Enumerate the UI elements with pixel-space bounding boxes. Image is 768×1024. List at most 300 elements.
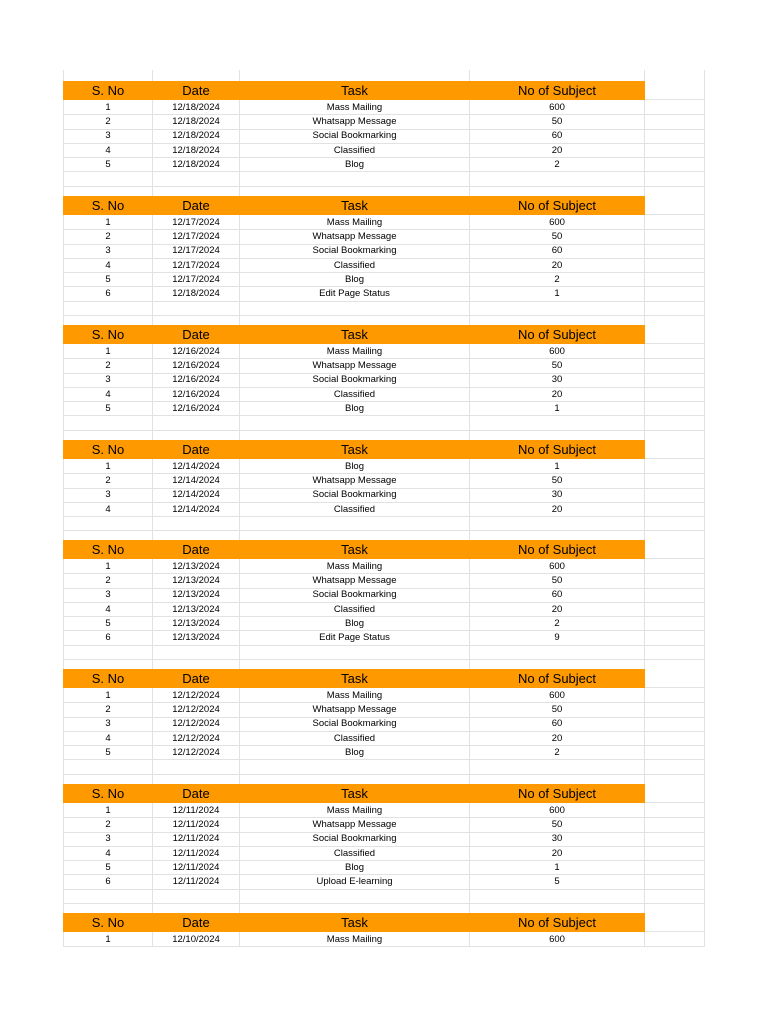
cell-subjects: 60: [470, 717, 645, 731]
cell-subjects: 600: [470, 803, 645, 817]
header-sno: S. No: [63, 669, 153, 688]
empty-cell: [645, 516, 705, 530]
empty-cell: [645, 172, 705, 186]
table-row: [63, 702, 705, 717]
header-task: Task: [240, 784, 470, 803]
empty-cell: [470, 889, 645, 903]
cell-sno: 3: [63, 129, 153, 143]
empty-cell: [645, 573, 705, 587]
header-sno: S. No: [63, 81, 153, 100]
empty-cell: [240, 430, 470, 440]
cell-subjects: 5: [470, 875, 645, 889]
empty-cell: [645, 488, 705, 502]
empty-cell: [645, 81, 705, 100]
empty-cell: [645, 186, 705, 196]
empty-cell: [645, 803, 705, 817]
spacer-row: [63, 645, 705, 660]
empty-cell: [645, 459, 705, 473]
empty-cell: [645, 688, 705, 702]
header-subjects: No of Subject: [470, 325, 645, 344]
header-task: Task: [240, 196, 470, 215]
header-date: Date: [153, 81, 240, 100]
table-row: [63, 488, 705, 503]
table-row: [63, 631, 705, 646]
empty-cell: [645, 143, 705, 157]
cell-task: Mass Mailing: [240, 100, 470, 114]
empty-cell: [645, 196, 705, 215]
cell-task: Social Bookmarking: [240, 832, 470, 846]
cell-subjects: 50: [470, 358, 645, 372]
empty-cell: [645, 559, 705, 573]
cell-date: 12/11/2024: [153, 803, 240, 817]
spacer-row: [63, 889, 705, 904]
empty-cell: [645, 301, 705, 315]
header-subjects: No of Subject: [470, 784, 645, 803]
table-row: [63, 717, 705, 732]
table-row: [63, 573, 705, 588]
cell-sno: 2: [63, 702, 153, 716]
cell-date: 12/12/2024: [153, 688, 240, 702]
empty-cell: [645, 229, 705, 243]
cell-sno: 1: [63, 688, 153, 702]
empty-cell: [645, 114, 705, 128]
empty-cell: [63, 516, 153, 530]
empty-cell: [645, 645, 705, 659]
empty-cell: [645, 631, 705, 645]
empty-cell: [645, 287, 705, 301]
empty-cell: [470, 186, 645, 196]
empty-cell: [240, 416, 470, 430]
empty-cell: [645, 473, 705, 487]
cell-subjects: 600: [470, 344, 645, 358]
table-row: [63, 114, 705, 129]
cell-sno: 5: [63, 745, 153, 759]
cell-date: 12/13/2024: [153, 588, 240, 602]
cell-task: Whatsapp Message: [240, 358, 470, 372]
cell-task: Edit Page Status: [240, 631, 470, 645]
cell-task: Upload E-learning: [240, 875, 470, 889]
cell-subjects: 20: [470, 258, 645, 272]
empty-cell: [645, 358, 705, 372]
header-subjects: No of Subject: [470, 913, 645, 932]
cell-task: Classified: [240, 502, 470, 516]
cell-task: Blog: [240, 157, 470, 171]
table-row: [63, 401, 705, 416]
cell-sno: 6: [63, 875, 153, 889]
cell-date: 12/11/2024: [153, 860, 240, 874]
table-row: [63, 229, 705, 244]
empty-cell: [240, 659, 470, 669]
empty-cell: [645, 774, 705, 784]
spacer-row: [63, 416, 705, 431]
cell-task: Mass Mailing: [240, 688, 470, 702]
empty-cell: [645, 373, 705, 387]
table-row: [63, 244, 705, 259]
header-date: Date: [153, 784, 240, 803]
empty-cell: [645, 659, 705, 669]
empty-cell: [645, 913, 705, 932]
empty-cell: [63, 70, 153, 81]
cell-sno: 5: [63, 157, 153, 171]
table-row: [63, 473, 705, 488]
empty-cell: [645, 129, 705, 143]
empty-cell: [63, 531, 153, 541]
table-row: [63, 215, 705, 230]
cell-subjects: 20: [470, 731, 645, 745]
cell-sno: 2: [63, 817, 153, 831]
empty-cell: [645, 760, 705, 774]
spacer-row: [63, 301, 705, 316]
cell-subjects: 20: [470, 387, 645, 401]
empty-cell: [63, 315, 153, 325]
cell-date: 12/17/2024: [153, 229, 240, 243]
empty-cell: [63, 301, 153, 315]
cell-subjects: 30: [470, 373, 645, 387]
cell-subjects: 50: [470, 473, 645, 487]
header-task: Task: [240, 440, 470, 459]
empty-cell: [645, 903, 705, 913]
cell-sno: 4: [63, 387, 153, 401]
header-subjects: No of Subject: [470, 440, 645, 459]
empty-cell: [645, 784, 705, 803]
empty-cell: [645, 315, 705, 325]
empty-cell: [153, 659, 240, 669]
table-row: [63, 875, 705, 890]
empty-cell: [470, 516, 645, 530]
cell-sno: 1: [63, 559, 153, 573]
cell-sno: 4: [63, 602, 153, 616]
empty-cell: [470, 301, 645, 315]
empty-cell: [240, 774, 470, 784]
empty-cell: [63, 659, 153, 669]
empty-cell: [645, 344, 705, 358]
table-row: [63, 817, 705, 832]
cell-task: Blog: [240, 860, 470, 874]
empty-cell: [63, 889, 153, 903]
cell-task: Social Bookmarking: [240, 373, 470, 387]
header-sno: S. No: [63, 540, 153, 559]
cell-date: 12/16/2024: [153, 387, 240, 401]
cell-task: Edit Page Status: [240, 287, 470, 301]
empty-cell: [645, 616, 705, 630]
table-row: [63, 688, 705, 703]
empty-cell: [63, 172, 153, 186]
empty-cell: [645, 588, 705, 602]
empty-cell: [645, 846, 705, 860]
table-row: [63, 387, 705, 402]
empty-cell: [63, 430, 153, 440]
header-subjects: No of Subject: [470, 196, 645, 215]
cell-subjects: 2: [470, 157, 645, 171]
empty-cell: [470, 172, 645, 186]
cell-task: Social Bookmarking: [240, 717, 470, 731]
empty-cell: [645, 401, 705, 415]
empty-cell: [153, 416, 240, 430]
table-row: [63, 157, 705, 172]
empty-cell: [645, 731, 705, 745]
empty-cell: [153, 774, 240, 784]
table-row: [63, 559, 705, 574]
table-row: [63, 731, 705, 746]
empty-cell: [470, 315, 645, 325]
header-subjects: No of Subject: [470, 81, 645, 100]
header-sno: S. No: [63, 784, 153, 803]
empty-cell: [153, 70, 240, 81]
cell-task: Classified: [240, 143, 470, 157]
cell-subjects: 600: [470, 100, 645, 114]
empty-cell: [63, 760, 153, 774]
table-header-row: [63, 540, 705, 559]
cell-date: 12/13/2024: [153, 602, 240, 616]
table-row: [63, 358, 705, 373]
empty-cell: [645, 70, 705, 81]
empty-cell: [645, 817, 705, 831]
cell-date: 12/10/2024: [153, 932, 240, 946]
cell-subjects: 60: [470, 244, 645, 258]
cell-task: Blog: [240, 616, 470, 630]
empty-cell: [240, 531, 470, 541]
cell-date: 12/12/2024: [153, 717, 240, 731]
cell-task: Mass Mailing: [240, 932, 470, 946]
cell-subjects: 1: [470, 287, 645, 301]
table-row: [63, 143, 705, 158]
empty-cell: [645, 157, 705, 171]
cell-sno: 4: [63, 143, 153, 157]
cell-subjects: 50: [470, 573, 645, 587]
cell-task: Blog: [240, 401, 470, 415]
empty-cell: [240, 301, 470, 315]
cell-sno: 1: [63, 344, 153, 358]
cell-sno: 5: [63, 860, 153, 874]
empty-cell: [645, 325, 705, 344]
empty-cell: [63, 903, 153, 913]
cell-date: 12/18/2024: [153, 100, 240, 114]
cell-subjects: 50: [470, 702, 645, 716]
empty-cell: [645, 860, 705, 874]
cell-task: Blog: [240, 272, 470, 286]
empty-cell: [645, 669, 705, 688]
header-task: Task: [240, 540, 470, 559]
cell-subjects: 9: [470, 631, 645, 645]
cell-subjects: 20: [470, 502, 645, 516]
table-row: [63, 373, 705, 388]
cell-task: Whatsapp Message: [240, 229, 470, 243]
cell-subjects: 20: [470, 602, 645, 616]
header-sno: S. No: [63, 196, 153, 215]
cell-subjects: 1: [470, 401, 645, 415]
cell-date: 12/16/2024: [153, 401, 240, 415]
cell-date: 12/18/2024: [153, 129, 240, 143]
cell-task: Whatsapp Message: [240, 473, 470, 487]
cell-date: 12/16/2024: [153, 358, 240, 372]
cell-date: 12/12/2024: [153, 745, 240, 759]
empty-cell: [470, 645, 645, 659]
empty-cell: [240, 760, 470, 774]
cell-sno: 1: [63, 215, 153, 229]
empty-cell: [645, 832, 705, 846]
cell-date: 12/16/2024: [153, 344, 240, 358]
table-header-row: [63, 784, 705, 803]
cell-sno: 3: [63, 488, 153, 502]
cell-subjects: 1: [470, 459, 645, 473]
empty-cell: [470, 531, 645, 541]
cell-date: 12/13/2024: [153, 631, 240, 645]
cell-subjects: 60: [470, 129, 645, 143]
cell-task: Social Bookmarking: [240, 488, 470, 502]
cell-date: 12/17/2024: [153, 244, 240, 258]
table-row: [63, 860, 705, 875]
cell-subjects: 600: [470, 559, 645, 573]
header-sno: S. No: [63, 325, 153, 344]
cell-task: Blog: [240, 745, 470, 759]
cell-subjects: 50: [470, 114, 645, 128]
empty-cell: [645, 430, 705, 440]
header-subjects: No of Subject: [470, 540, 645, 559]
cell-date: 12/13/2024: [153, 559, 240, 573]
cell-sno: 1: [63, 803, 153, 817]
cell-task: Mass Mailing: [240, 803, 470, 817]
header-date: Date: [153, 913, 240, 932]
cell-date: 12/14/2024: [153, 502, 240, 516]
cell-date: 12/13/2024: [153, 573, 240, 587]
table-row: [63, 745, 705, 760]
table-header-row: [63, 325, 705, 344]
header-subjects: No of Subject: [470, 669, 645, 688]
empty-cell: [645, 540, 705, 559]
header-task: Task: [240, 913, 470, 932]
cell-sno: 5: [63, 616, 153, 630]
cell-task: Classified: [240, 258, 470, 272]
empty-cell: [645, 440, 705, 459]
empty-cell: [240, 516, 470, 530]
cell-sno: 3: [63, 588, 153, 602]
cell-date: 12/14/2024: [153, 459, 240, 473]
cell-sno: 3: [63, 373, 153, 387]
empty-cell: [240, 645, 470, 659]
header-date: Date: [153, 669, 240, 688]
table-row: [63, 502, 705, 517]
header-task: Task: [240, 81, 470, 100]
cell-sno: 3: [63, 832, 153, 846]
cell-sno: 6: [63, 287, 153, 301]
empty-cell: [645, 272, 705, 286]
table-header-row: [63, 81, 705, 100]
cell-subjects: 600: [470, 688, 645, 702]
cell-sno: 5: [63, 272, 153, 286]
cell-subjects: 20: [470, 846, 645, 860]
table-header-row: [63, 440, 705, 459]
empty-cell: [470, 70, 645, 81]
cell-date: 12/12/2024: [153, 702, 240, 716]
empty-cell: [645, 531, 705, 541]
empty-cell: [153, 430, 240, 440]
empty-cell: [240, 903, 470, 913]
cell-task: Classified: [240, 846, 470, 860]
cell-date: 12/11/2024: [153, 817, 240, 831]
table-header-row: [63, 669, 705, 688]
cell-subjects: 2: [470, 616, 645, 630]
cell-date: 12/17/2024: [153, 258, 240, 272]
empty-cell: [63, 774, 153, 784]
empty-cell: [240, 186, 470, 196]
spacer-row: [63, 760, 705, 775]
cell-sno: 4: [63, 846, 153, 860]
cell-task: Whatsapp Message: [240, 573, 470, 587]
cell-date: 12/18/2024: [153, 114, 240, 128]
empty-cell: [153, 186, 240, 196]
cell-task: Mass Mailing: [240, 344, 470, 358]
empty-cell: [645, 745, 705, 759]
cell-subjects: 600: [470, 932, 645, 946]
header-date: Date: [153, 540, 240, 559]
cell-sno: 2: [63, 573, 153, 587]
cell-sno: 4: [63, 502, 153, 516]
cell-subjects: 1: [470, 860, 645, 874]
empty-cell: [240, 889, 470, 903]
table-row: [63, 272, 705, 287]
empty-cell: [153, 172, 240, 186]
table-row: [63, 129, 705, 144]
empty-cell: [153, 645, 240, 659]
header-task: Task: [240, 325, 470, 344]
cell-sno: 6: [63, 631, 153, 645]
spacer-row: [63, 172, 705, 187]
empty-cell: [240, 315, 470, 325]
cell-sno: 1: [63, 459, 153, 473]
cell-subjects: 50: [470, 229, 645, 243]
empty-cell: [645, 215, 705, 229]
empty-cell: [470, 430, 645, 440]
header-task: Task: [240, 669, 470, 688]
cell-subjects: 50: [470, 817, 645, 831]
cell-subjects: 2: [470, 745, 645, 759]
cell-date: 12/18/2024: [153, 143, 240, 157]
cell-date: 12/18/2024: [153, 157, 240, 171]
spacer-row: [63, 516, 705, 531]
table-row: [63, 287, 705, 302]
cell-task: Mass Mailing: [240, 559, 470, 573]
cell-task: Whatsapp Message: [240, 702, 470, 716]
empty-cell: [153, 315, 240, 325]
empty-cell: [470, 659, 645, 669]
empty-cell: [645, 502, 705, 516]
empty-cell: [240, 172, 470, 186]
empty-cell: [153, 903, 240, 913]
cell-sno: 2: [63, 114, 153, 128]
cell-date: 12/14/2024: [153, 473, 240, 487]
empty-cell: [645, 889, 705, 903]
cell-task: Classified: [240, 731, 470, 745]
cell-sno: 3: [63, 717, 153, 731]
table-row: [63, 616, 705, 631]
empty-cell: [645, 932, 705, 946]
cell-sno: 4: [63, 258, 153, 272]
header-date: Date: [153, 196, 240, 215]
empty-cell: [63, 416, 153, 430]
empty-cell: [470, 774, 645, 784]
empty-cell: [63, 645, 153, 659]
cell-subjects: 2: [470, 272, 645, 286]
table-row: [63, 846, 705, 861]
cell-task: Classified: [240, 602, 470, 616]
empty-cell: [153, 516, 240, 530]
cell-date: 12/18/2024: [153, 287, 240, 301]
empty-cell: [470, 760, 645, 774]
empty-cell: [153, 301, 240, 315]
empty-cell: [153, 889, 240, 903]
table-row: [63, 803, 705, 818]
cell-date: 12/11/2024: [153, 832, 240, 846]
